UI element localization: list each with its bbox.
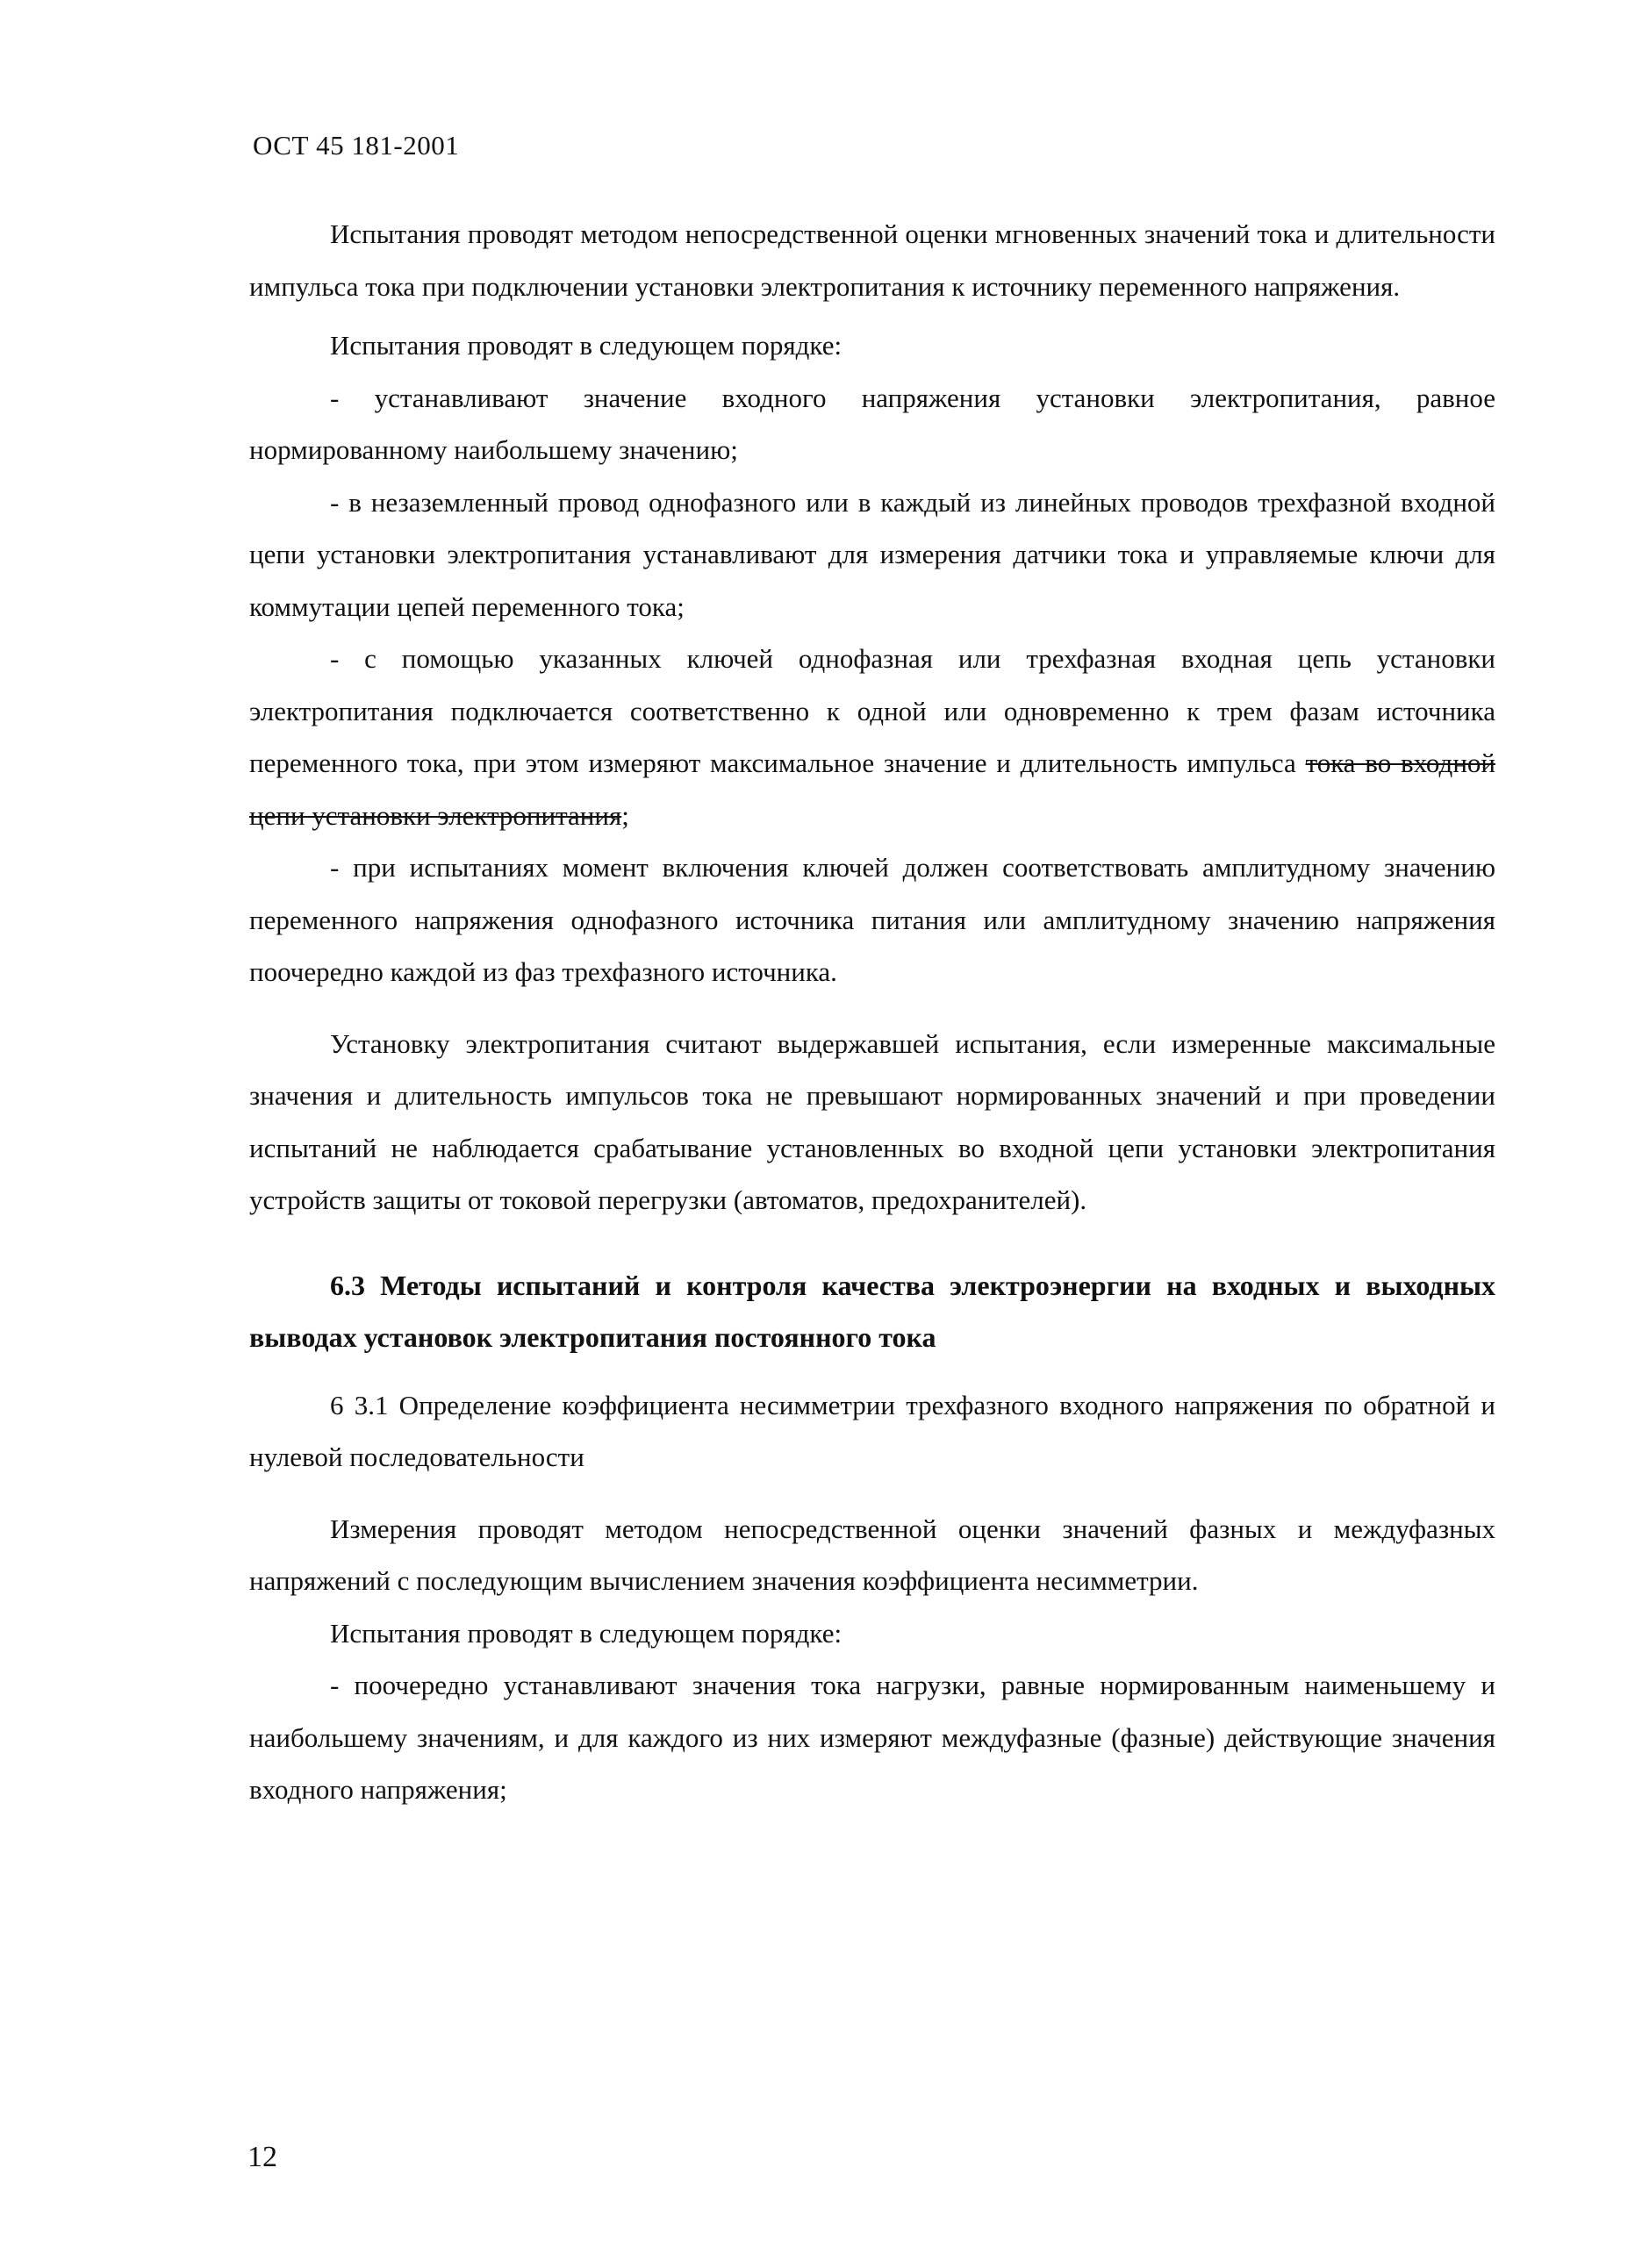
page-number: 12 <box>247 2141 277 2173</box>
subsection-title: 6 3.1 Определение коэффициента несимметрии трехфазного входного напряжения по обратной и нулевой последовательности <box>249 1389 1495 1472</box>
list-item-text: - с помощью указанных ключей однофазная или трехфазная входная цепь установки электропитания подключается соответственно к одной или одновременно к трем фазам источника переменного тока, при этом измеряют максимальное значение и длительность импульса <box>249 643 1495 778</box>
list-item: - поочередно устанавливают значения тока нагрузки, равные нормированным наименьшему и наибольшему значениям, и для каждого из них измеряют междуфазные (фазные) действующие значения входного напряжения; <box>249 1670 1495 1805</box>
paragraph: Измерения проводят методом непосредственной оценки значений фазных и междуфазных напряжений с последующим вычислением значения коэффициента несимметрии. <box>249 1513 1495 1596</box>
paragraph: Испытания проводят в следующем порядке: <box>330 330 843 361</box>
list-item: - в незаземленный провод однофазного или в каждый из линейных проводов трехфазной входной цепи установки электропитания устанавливают для измерения датчики тока и управляемые ключи для коммутации цепей переменного тока; <box>249 486 1495 622</box>
document-code: ОСТ 45 181-2001 <box>253 130 460 161</box>
struck-text: тока во входной цепи установки электропитания <box>249 748 1495 831</box>
paragraph: Испытания проводят в следующем порядке: <box>330 1617 843 1649</box>
paragraph: Испытания проводят методом непосредственной оценки мгновенных значений тока и длительности импульса тока при подключении установки электропитания к источнику переменного напряжения. <box>249 218 1495 302</box>
list-item: - устанавливают значение входного напряжения установки электропитания, равное нормированному наибольшему значению; <box>249 382 1495 465</box>
list-item: - при испытаниях момент включения ключей должен соответствовать амплитудному значению переменного напряжения однофазного источника питания или амплитудному значению напряжения поочередно каждой из фаз трехфазного источника. <box>249 852 1495 987</box>
paragraph: Установку электропитания считают выдержавшей испытания, если измеренные максимальные значения и длительность импульсов тока не превышают нормированных значений и при проведении испытаний не наблюдается срабатывание установленных во входной цепи установки электропитания устройств защиты от токовой перегрузки (автоматов, предохранителей). <box>249 1027 1495 1215</box>
list-item-end: ; <box>621 799 629 831</box>
list-item <box>249 633 1495 841</box>
section-heading: 6.3 Методы испытаний и контроля качества электроэнергии на входных и выходных выводах установок электропитания постоянного тока <box>249 1269 1495 1353</box>
document-body <box>249 208 1495 1816</box>
